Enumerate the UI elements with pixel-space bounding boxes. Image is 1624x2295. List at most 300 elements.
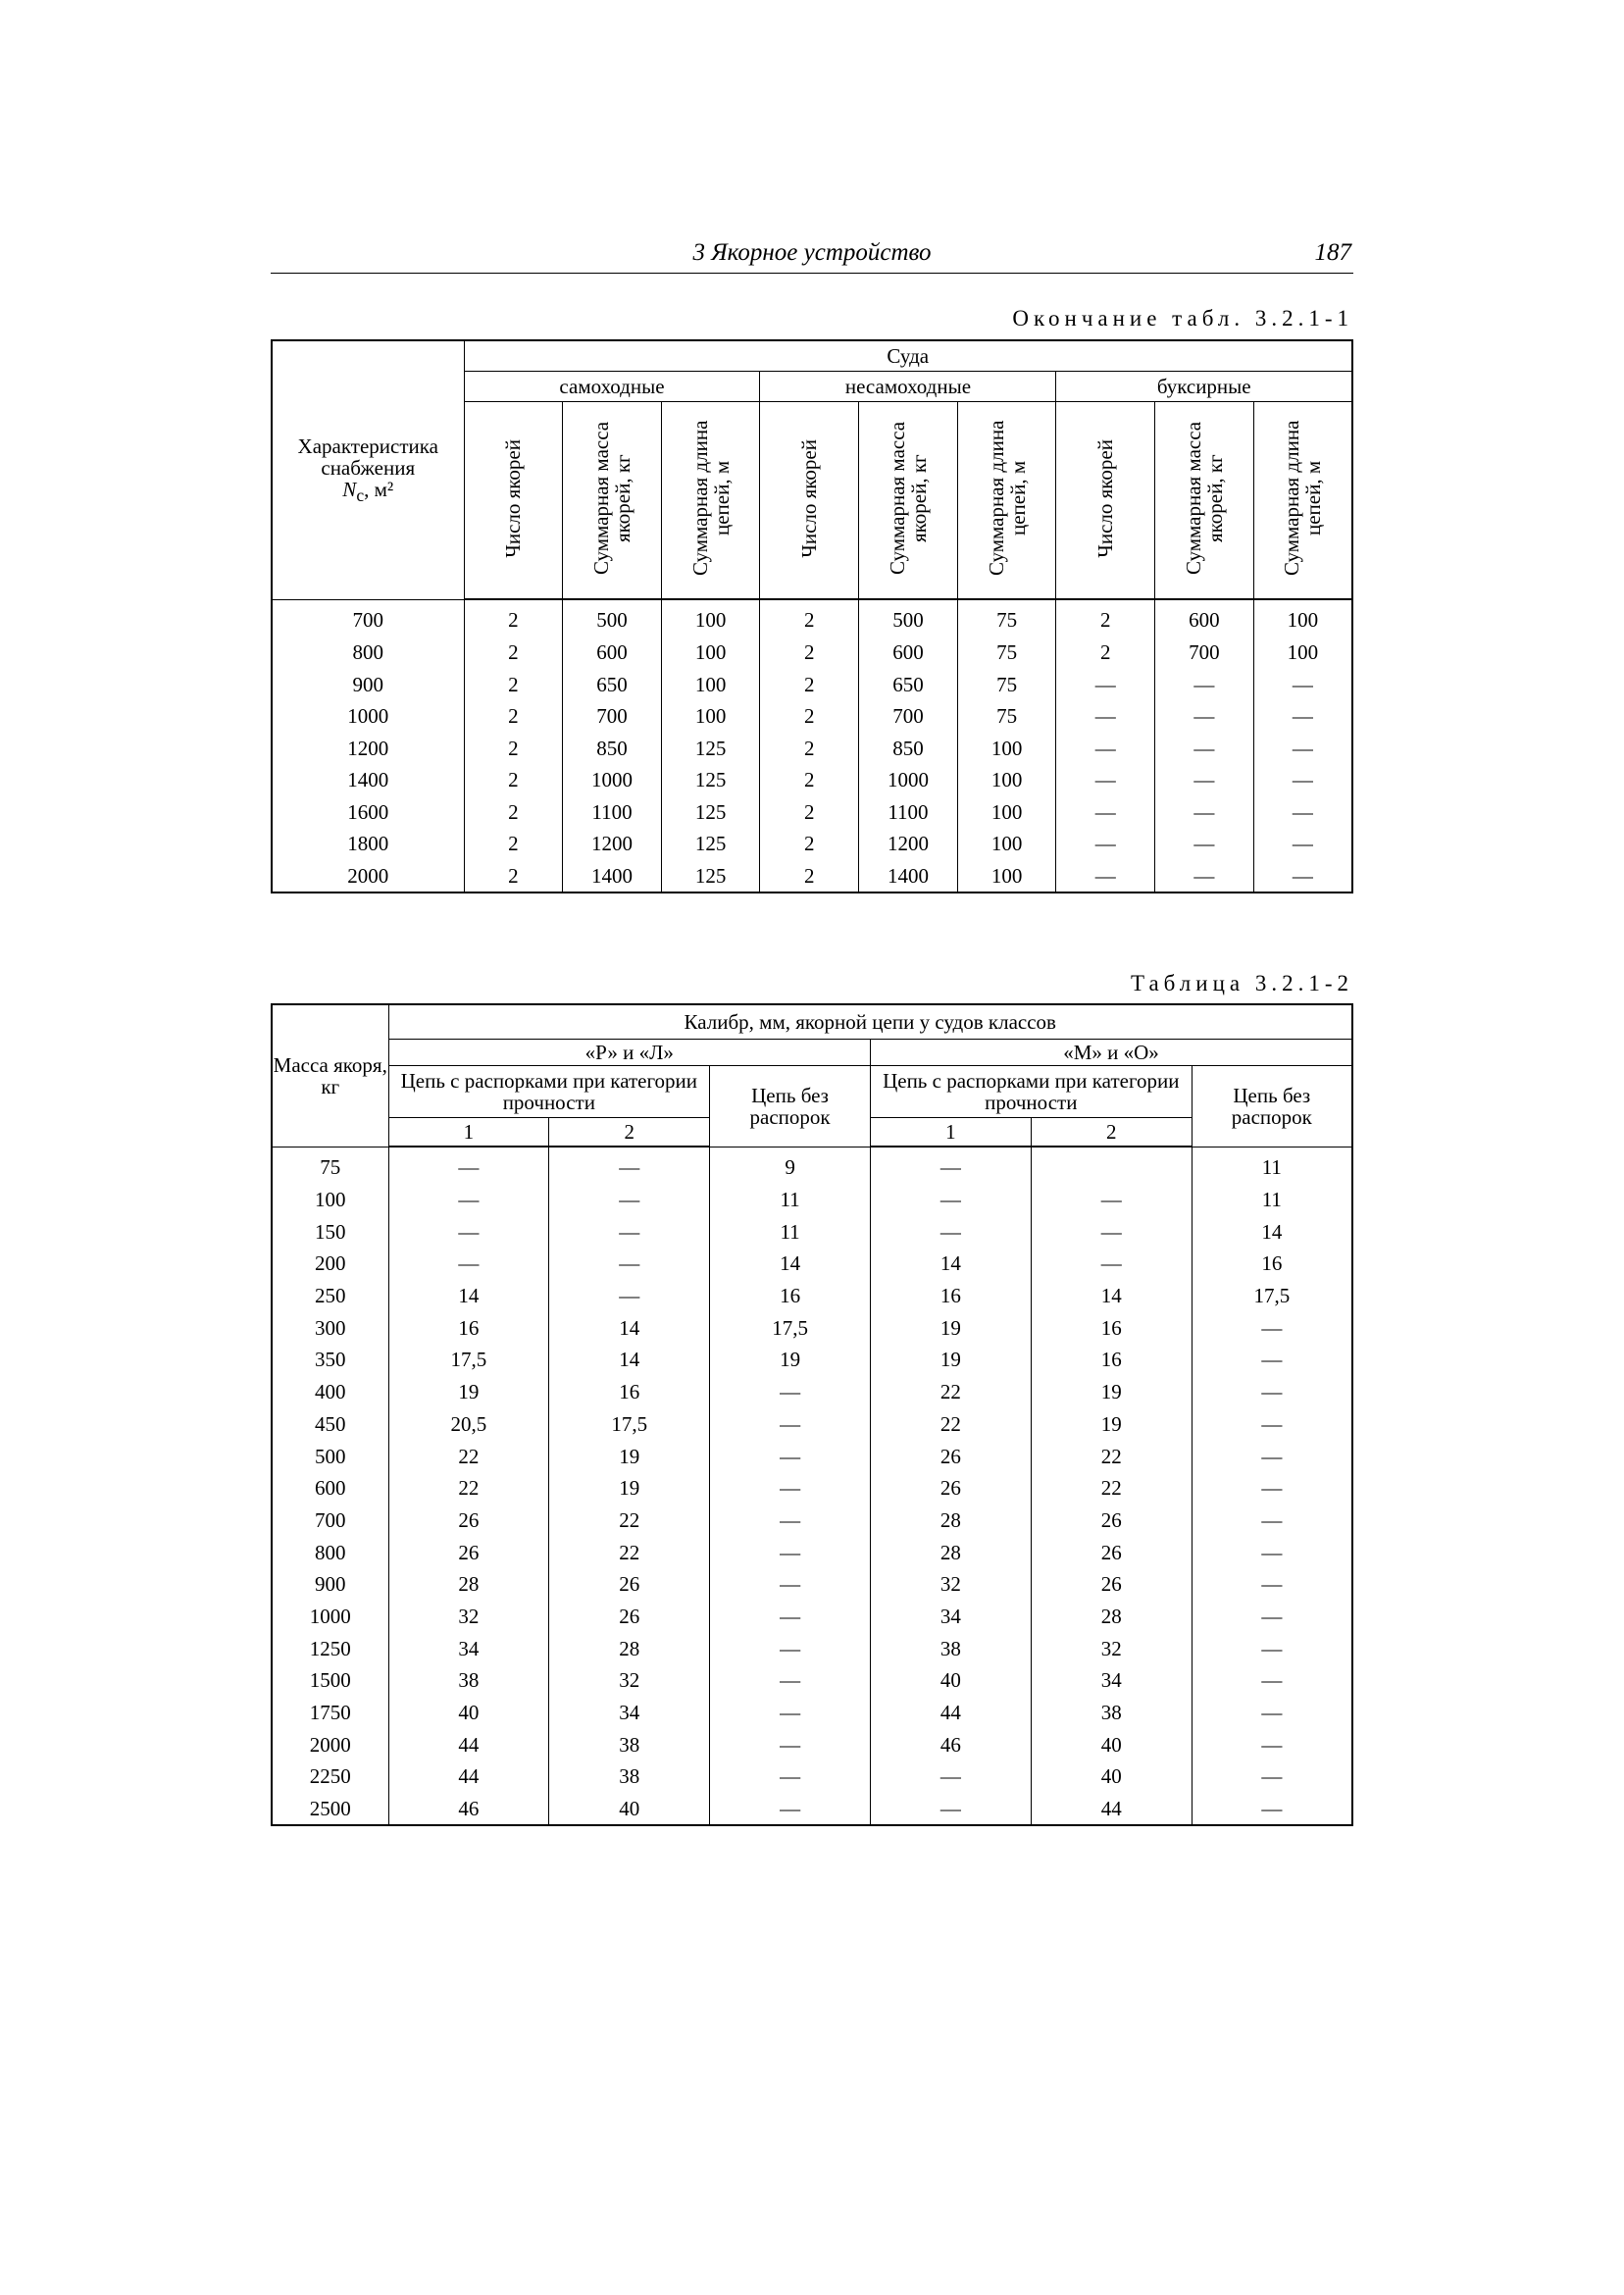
table-cell: 11 bbox=[710, 1184, 871, 1216]
table-cell: 100 bbox=[1253, 599, 1352, 637]
table-cell: — bbox=[1031, 1184, 1192, 1216]
table-cell: — bbox=[1056, 796, 1155, 829]
table-cell: 20,5 bbox=[388, 1408, 549, 1441]
table-cell: 500 bbox=[272, 1440, 388, 1472]
table-row bbox=[272, 1601, 1352, 1633]
cat-header: 1 bbox=[870, 1118, 1031, 1148]
table-cell: — bbox=[1192, 1408, 1352, 1441]
table-cell: 26 bbox=[388, 1504, 549, 1537]
table-cell: 46 bbox=[388, 1793, 549, 1826]
table-row bbox=[272, 1568, 1352, 1601]
table-cell: 500 bbox=[563, 599, 662, 637]
table-cell: — bbox=[1155, 828, 1254, 860]
table-cell: 44 bbox=[870, 1697, 1031, 1729]
table-cell: 2 bbox=[760, 637, 859, 669]
table-cell: — bbox=[710, 1376, 871, 1408]
subgroup-header: самоходные bbox=[464, 372, 760, 402]
table-cell: 1500 bbox=[272, 1664, 388, 1697]
table-cell: 28 bbox=[1031, 1601, 1192, 1633]
table-cell: — bbox=[549, 1248, 710, 1280]
subgroup-header: буксирные bbox=[1056, 372, 1352, 402]
table-cell: 16 bbox=[388, 1311, 549, 1344]
table-cell: 1400 bbox=[563, 860, 662, 893]
table-cell: 26 bbox=[870, 1440, 1031, 1472]
table-cell: 14 bbox=[388, 1280, 549, 1312]
table-cell: 2 bbox=[760, 828, 859, 860]
table-cell: 2 bbox=[760, 764, 859, 796]
table-cell: 2 bbox=[760, 860, 859, 893]
page-number: 187 bbox=[1314, 239, 1351, 266]
chapter-title: 3 Якорное устройство bbox=[692, 239, 932, 266]
table-cell: — bbox=[1192, 1344, 1352, 1376]
table-cell: — bbox=[1192, 1311, 1352, 1344]
table-cell: 26 bbox=[549, 1601, 710, 1633]
column-header: Число якорей bbox=[1056, 402, 1155, 600]
table-row bbox=[272, 1248, 1352, 1280]
table-cell: — bbox=[1192, 1664, 1352, 1697]
table-cell: 1000 bbox=[859, 764, 958, 796]
table-cell: 75 bbox=[957, 668, 1056, 700]
table-row bbox=[272, 1760, 1352, 1793]
column-header: Число якорей bbox=[760, 402, 859, 600]
table-cell: 11 bbox=[1192, 1147, 1352, 1184]
table-cell: 2000 bbox=[272, 1728, 388, 1760]
table-cell: 100 bbox=[957, 796, 1056, 829]
table-cell: — bbox=[1192, 1376, 1352, 1408]
table-row bbox=[272, 1504, 1352, 1537]
studless-header: Цепь без распорок bbox=[1192, 1066, 1352, 1148]
table-cell: 22 bbox=[1031, 1440, 1192, 1472]
table-cell: — bbox=[710, 1697, 871, 1729]
table-cell: 1000 bbox=[272, 700, 464, 733]
table-cell: 28 bbox=[870, 1504, 1031, 1537]
table-cell: 2 bbox=[760, 668, 859, 700]
table-cell: — bbox=[1031, 1248, 1192, 1280]
table-cell: — bbox=[710, 1440, 871, 1472]
table-cell: 44 bbox=[388, 1728, 549, 1760]
table-row bbox=[272, 1697, 1352, 1729]
table-cell: 1000 bbox=[272, 1601, 388, 1633]
table-cell: 450 bbox=[272, 1408, 388, 1441]
table-cell: 2000 bbox=[272, 860, 464, 893]
table-cell: 650 bbox=[563, 668, 662, 700]
table-cell: 22 bbox=[1031, 1472, 1192, 1504]
table-cell: 14 bbox=[710, 1248, 871, 1280]
table-cell: 700 bbox=[563, 700, 662, 733]
table-cell: — bbox=[549, 1184, 710, 1216]
table-cell: 800 bbox=[272, 637, 464, 669]
table-cell: 26 bbox=[1031, 1504, 1192, 1537]
table-cell: 2 bbox=[464, 860, 563, 893]
table-cell: 11 bbox=[710, 1215, 871, 1248]
table-cell: 2 bbox=[464, 828, 563, 860]
table-row bbox=[272, 1184, 1352, 1216]
table-cell: — bbox=[549, 1147, 710, 1184]
table-cell: 22 bbox=[870, 1376, 1031, 1408]
table-cell: — bbox=[710, 1728, 871, 1760]
table-cell: — bbox=[1192, 1760, 1352, 1793]
table-cell: 34 bbox=[549, 1697, 710, 1729]
column-header: Суммарная масса якорей, кг bbox=[563, 402, 662, 600]
class-header: «М» и «О» bbox=[870, 1040, 1352, 1066]
table-cell: 700 bbox=[272, 1504, 388, 1537]
table-cell bbox=[1031, 1147, 1192, 1184]
table-cell: 700 bbox=[859, 700, 958, 733]
table-cell: 34 bbox=[870, 1601, 1031, 1633]
studless-header: Цепь без распорок bbox=[710, 1066, 871, 1148]
table-cell: 100 bbox=[957, 860, 1056, 893]
table-cell: 40 bbox=[388, 1697, 549, 1729]
table-cell: 2 bbox=[760, 599, 859, 637]
table-cell: 38 bbox=[870, 1632, 1031, 1664]
table-cell: — bbox=[710, 1472, 871, 1504]
table-cell: 19 bbox=[1031, 1408, 1192, 1441]
table-cell: 46 bbox=[870, 1728, 1031, 1760]
table-cell: 1100 bbox=[563, 796, 662, 829]
table-cell: 125 bbox=[661, 732, 760, 764]
table-cell: 22 bbox=[388, 1440, 549, 1472]
table-cell: 1000 bbox=[563, 764, 662, 796]
table-cell: 32 bbox=[549, 1664, 710, 1697]
table-cell: 100 bbox=[661, 700, 760, 733]
table-cell: — bbox=[1155, 700, 1254, 733]
table-cell: — bbox=[549, 1215, 710, 1248]
table-cell: 16 bbox=[549, 1376, 710, 1408]
table-cell: 900 bbox=[272, 1568, 388, 1601]
table-row bbox=[272, 599, 1352, 637]
table-cell: 44 bbox=[388, 1760, 549, 1793]
table-row bbox=[272, 1536, 1352, 1568]
table-cell: 19 bbox=[549, 1472, 710, 1504]
table2-caption: Таблица 3.2.1-2 bbox=[1130, 971, 1353, 995]
table-cell: 1200 bbox=[563, 828, 662, 860]
table-cell: 100 bbox=[1253, 637, 1352, 669]
table-cell: — bbox=[710, 1536, 871, 1568]
table-cell: 2 bbox=[1056, 599, 1155, 637]
table-row bbox=[272, 700, 1352, 733]
table-cell: — bbox=[1192, 1697, 1352, 1729]
table-cell: 100 bbox=[957, 732, 1056, 764]
table-cell: 1200 bbox=[272, 732, 464, 764]
table-cell: 32 bbox=[870, 1568, 1031, 1601]
table-cell: 19 bbox=[1031, 1376, 1192, 1408]
table-cell: — bbox=[710, 1664, 871, 1697]
table-cell: 1100 bbox=[859, 796, 958, 829]
table-cell: 800 bbox=[272, 1536, 388, 1568]
table-cell: 9 bbox=[710, 1147, 871, 1184]
table-cell: 11 bbox=[1192, 1184, 1352, 1216]
table-cell: 100 bbox=[957, 764, 1056, 796]
table-cell: 16 bbox=[1031, 1311, 1192, 1344]
table-cell: 700 bbox=[272, 599, 464, 637]
table-cell: 38 bbox=[549, 1760, 710, 1793]
table-cell: 28 bbox=[870, 1536, 1031, 1568]
table-cell: 1400 bbox=[859, 860, 958, 893]
table-cell: 200 bbox=[272, 1248, 388, 1280]
stud-header: Цепь с распорками при категории прочности bbox=[388, 1066, 710, 1118]
table-row bbox=[272, 1440, 1352, 1472]
table-cell: 1250 bbox=[272, 1632, 388, 1664]
table-cell: 14 bbox=[870, 1248, 1031, 1280]
table-row bbox=[272, 1472, 1352, 1504]
table-cell: — bbox=[710, 1504, 871, 1537]
table-3-2-1-1 bbox=[271, 339, 1353, 893]
table-cell: — bbox=[1056, 700, 1155, 733]
table-cell: 2 bbox=[464, 732, 563, 764]
table-row bbox=[272, 1147, 1352, 1184]
table-cell: 2500 bbox=[272, 1793, 388, 1826]
table-cell: 19 bbox=[710, 1344, 871, 1376]
table-cell: 850 bbox=[859, 732, 958, 764]
table-cell: 17,5 bbox=[1192, 1280, 1352, 1312]
table-cell: — bbox=[1031, 1215, 1192, 1248]
table-cell: 150 bbox=[272, 1215, 388, 1248]
table-3-2-1-2 bbox=[271, 1003, 1353, 1826]
table-cell: — bbox=[1253, 700, 1352, 733]
table-cell: 14 bbox=[549, 1344, 710, 1376]
table-cell: 14 bbox=[1031, 1280, 1192, 1312]
table-row bbox=[272, 1664, 1352, 1697]
table-cell: 26 bbox=[1031, 1536, 1192, 1568]
table-cell: 40 bbox=[549, 1793, 710, 1826]
table-cell: 38 bbox=[549, 1728, 710, 1760]
column-header: Суммарная длина цепей, м bbox=[1253, 402, 1352, 600]
table-cell: — bbox=[1155, 796, 1254, 829]
table-cell: 26 bbox=[388, 1536, 549, 1568]
table-cell: — bbox=[1056, 860, 1155, 893]
table-cell: — bbox=[1253, 860, 1352, 893]
table-cell: 900 bbox=[272, 668, 464, 700]
table-cell: 2 bbox=[1056, 637, 1155, 669]
table-cell: — bbox=[388, 1184, 549, 1216]
table-cell: — bbox=[1192, 1440, 1352, 1472]
table-cell: 600 bbox=[563, 637, 662, 669]
table-cell: 28 bbox=[388, 1568, 549, 1601]
table-cell: — bbox=[1192, 1601, 1352, 1633]
table-cell: 100 bbox=[661, 637, 760, 669]
table-cell: — bbox=[1253, 732, 1352, 764]
table-cell: 2 bbox=[464, 700, 563, 733]
table-cell: — bbox=[549, 1280, 710, 1312]
table-row bbox=[272, 1408, 1352, 1441]
table-cell: — bbox=[710, 1568, 871, 1601]
table-cell: 16 bbox=[1192, 1248, 1352, 1280]
table-cell: 26 bbox=[1031, 1568, 1192, 1601]
table-cell: 400 bbox=[272, 1376, 388, 1408]
table-cell: — bbox=[1253, 796, 1352, 829]
table-cell: 1800 bbox=[272, 828, 464, 860]
table-cell: 19 bbox=[388, 1376, 549, 1408]
table-cell: — bbox=[1192, 1793, 1352, 1826]
table-cell: 2 bbox=[464, 668, 563, 700]
table-cell: 1600 bbox=[272, 796, 464, 829]
group-header: Суда bbox=[464, 340, 1352, 372]
table-cell: 34 bbox=[388, 1632, 549, 1664]
row-header: Характеристика снабжения $N_c$, м² bbox=[272, 340, 464, 599]
running-header bbox=[271, 239, 1353, 274]
table-cell: 19 bbox=[870, 1344, 1031, 1376]
table-cell: — bbox=[710, 1408, 871, 1441]
table-cell: 40 bbox=[1031, 1728, 1192, 1760]
table-cell: — bbox=[1056, 764, 1155, 796]
table-cell: 350 bbox=[272, 1344, 388, 1376]
table-cell: 2 bbox=[464, 764, 563, 796]
table-cell: 22 bbox=[870, 1408, 1031, 1441]
table-row bbox=[272, 1793, 1352, 1826]
table-cell: 26 bbox=[870, 1472, 1031, 1504]
table-cell: 600 bbox=[859, 637, 958, 669]
table-cell: 22 bbox=[549, 1504, 710, 1537]
table-row bbox=[272, 1344, 1352, 1376]
table-cell: 75 bbox=[957, 637, 1056, 669]
table-row bbox=[272, 764, 1352, 796]
table-row bbox=[272, 637, 1352, 669]
table-cell: 17,5 bbox=[710, 1311, 871, 1344]
table-cell: — bbox=[388, 1147, 549, 1184]
table-cell: 125 bbox=[661, 764, 760, 796]
cat-header: 2 bbox=[549, 1118, 710, 1148]
table-cell: 850 bbox=[563, 732, 662, 764]
table-cell: — bbox=[710, 1760, 871, 1793]
table-cell: 600 bbox=[1155, 599, 1254, 637]
table-cell: 500 bbox=[859, 599, 958, 637]
table-row bbox=[272, 1632, 1352, 1664]
table-cell: — bbox=[710, 1632, 871, 1664]
table-cell: — bbox=[1056, 828, 1155, 860]
column-header: Суммарная масса якорей, кг bbox=[1155, 402, 1254, 600]
table-cell: 100 bbox=[957, 828, 1056, 860]
table-cell: — bbox=[1192, 1472, 1352, 1504]
table-cell: 100 bbox=[661, 668, 760, 700]
table-cell: 38 bbox=[1031, 1697, 1192, 1729]
table-row bbox=[272, 1215, 1352, 1248]
column-header: Суммарная длина цепей, м bbox=[957, 402, 1056, 600]
table-cell: 2 bbox=[760, 796, 859, 829]
table-cell: — bbox=[1253, 668, 1352, 700]
table-cell: 75 bbox=[957, 700, 1056, 733]
table-cell: — bbox=[1192, 1504, 1352, 1537]
table-cell: — bbox=[870, 1760, 1031, 1793]
table-cell: — bbox=[1192, 1536, 1352, 1568]
table-cell: 2 bbox=[464, 796, 563, 829]
table-cell: 2 bbox=[760, 700, 859, 733]
table-cell: 2 bbox=[464, 599, 563, 637]
table-cell: 1200 bbox=[859, 828, 958, 860]
table-cell: 650 bbox=[859, 668, 958, 700]
table-cell: 300 bbox=[272, 1311, 388, 1344]
table-row bbox=[272, 796, 1352, 829]
table-row bbox=[272, 1280, 1352, 1312]
table-cell: 34 bbox=[1031, 1664, 1192, 1697]
table-cell: — bbox=[1155, 764, 1254, 796]
table-cell: 44 bbox=[1031, 1793, 1192, 1826]
table-row bbox=[272, 1728, 1352, 1760]
table-cell: — bbox=[1155, 668, 1254, 700]
table-cell: 22 bbox=[549, 1536, 710, 1568]
table-cell: — bbox=[870, 1793, 1031, 1826]
table-cell: 100 bbox=[272, 1184, 388, 1216]
table-cell: 125 bbox=[661, 860, 760, 893]
table-row bbox=[272, 828, 1352, 860]
table-cell: 75 bbox=[957, 599, 1056, 637]
table-cell: 125 bbox=[661, 796, 760, 829]
table-cell: — bbox=[1192, 1728, 1352, 1760]
table-cell: 16 bbox=[870, 1280, 1031, 1312]
table-cell: 1400 bbox=[272, 764, 464, 796]
table-row bbox=[272, 860, 1352, 893]
table-cell: 32 bbox=[388, 1601, 549, 1633]
table-cell: — bbox=[1253, 764, 1352, 796]
cat-header: 1 bbox=[388, 1118, 549, 1148]
table-row bbox=[272, 1376, 1352, 1408]
table-row bbox=[272, 668, 1352, 700]
table1-caption: Окончание табл. 3.2.1-1 bbox=[1012, 306, 1353, 331]
table-cell: 17,5 bbox=[549, 1408, 710, 1441]
table-cell: — bbox=[870, 1215, 1031, 1248]
cat-header: 2 bbox=[1031, 1118, 1192, 1148]
table-cell: — bbox=[870, 1147, 1031, 1184]
table-cell: — bbox=[1155, 860, 1254, 893]
table-cell: 125 bbox=[661, 828, 760, 860]
table-cell: 14 bbox=[1192, 1215, 1352, 1248]
table-cell: 2 bbox=[464, 637, 563, 669]
table-cell: 2250 bbox=[272, 1760, 388, 1793]
column-header: Суммарная длина цепей, м bbox=[661, 402, 760, 600]
table-cell: 100 bbox=[661, 599, 760, 637]
group-header: Калибр, мм, якорной цепи у судов классов bbox=[388, 1004, 1352, 1040]
table-cell: 17,5 bbox=[388, 1344, 549, 1376]
table-cell: — bbox=[1192, 1568, 1352, 1601]
table-cell: 28 bbox=[549, 1632, 710, 1664]
row-header: Масса якоря, кг bbox=[272, 1004, 388, 1147]
table-cell: — bbox=[388, 1248, 549, 1280]
table-cell: 19 bbox=[549, 1440, 710, 1472]
table-cell: 38 bbox=[388, 1664, 549, 1697]
class-header: «Р» и «Л» bbox=[388, 1040, 870, 1066]
column-header: Суммарная масса якорей, кг bbox=[859, 402, 958, 600]
table-cell: 22 bbox=[388, 1472, 549, 1504]
table-cell: — bbox=[1192, 1632, 1352, 1664]
table-row bbox=[272, 1311, 1352, 1344]
subgroup-header: несамоходные bbox=[760, 372, 1056, 402]
table-cell: 14 bbox=[549, 1311, 710, 1344]
table-row bbox=[272, 732, 1352, 764]
table-cell: — bbox=[710, 1601, 871, 1633]
table-cell: 40 bbox=[1031, 1760, 1192, 1793]
table-cell: — bbox=[1155, 732, 1254, 764]
table-cell: — bbox=[1056, 732, 1155, 764]
table-cell: — bbox=[1253, 828, 1352, 860]
table-cell: 700 bbox=[1155, 637, 1254, 669]
table-cell: 16 bbox=[710, 1280, 871, 1312]
table-cell: — bbox=[388, 1215, 549, 1248]
table-cell: 40 bbox=[870, 1664, 1031, 1697]
table-cell: — bbox=[1056, 668, 1155, 700]
table-cell: 26 bbox=[549, 1568, 710, 1601]
table-cell: — bbox=[710, 1793, 871, 1826]
table-cell: — bbox=[870, 1184, 1031, 1216]
stud-header: Цепь с распорками при категории прочности bbox=[870, 1066, 1192, 1118]
table-cell: 250 bbox=[272, 1280, 388, 1312]
table-cell: 16 bbox=[1031, 1344, 1192, 1376]
table-cell: 2 bbox=[760, 732, 859, 764]
table-cell: 1750 bbox=[272, 1697, 388, 1729]
table-cell: 600 bbox=[272, 1472, 388, 1504]
column-header: Число якорей bbox=[464, 402, 563, 600]
table-cell: 19 bbox=[870, 1311, 1031, 1344]
table-cell: 75 bbox=[272, 1147, 388, 1184]
table-cell: 32 bbox=[1031, 1632, 1192, 1664]
